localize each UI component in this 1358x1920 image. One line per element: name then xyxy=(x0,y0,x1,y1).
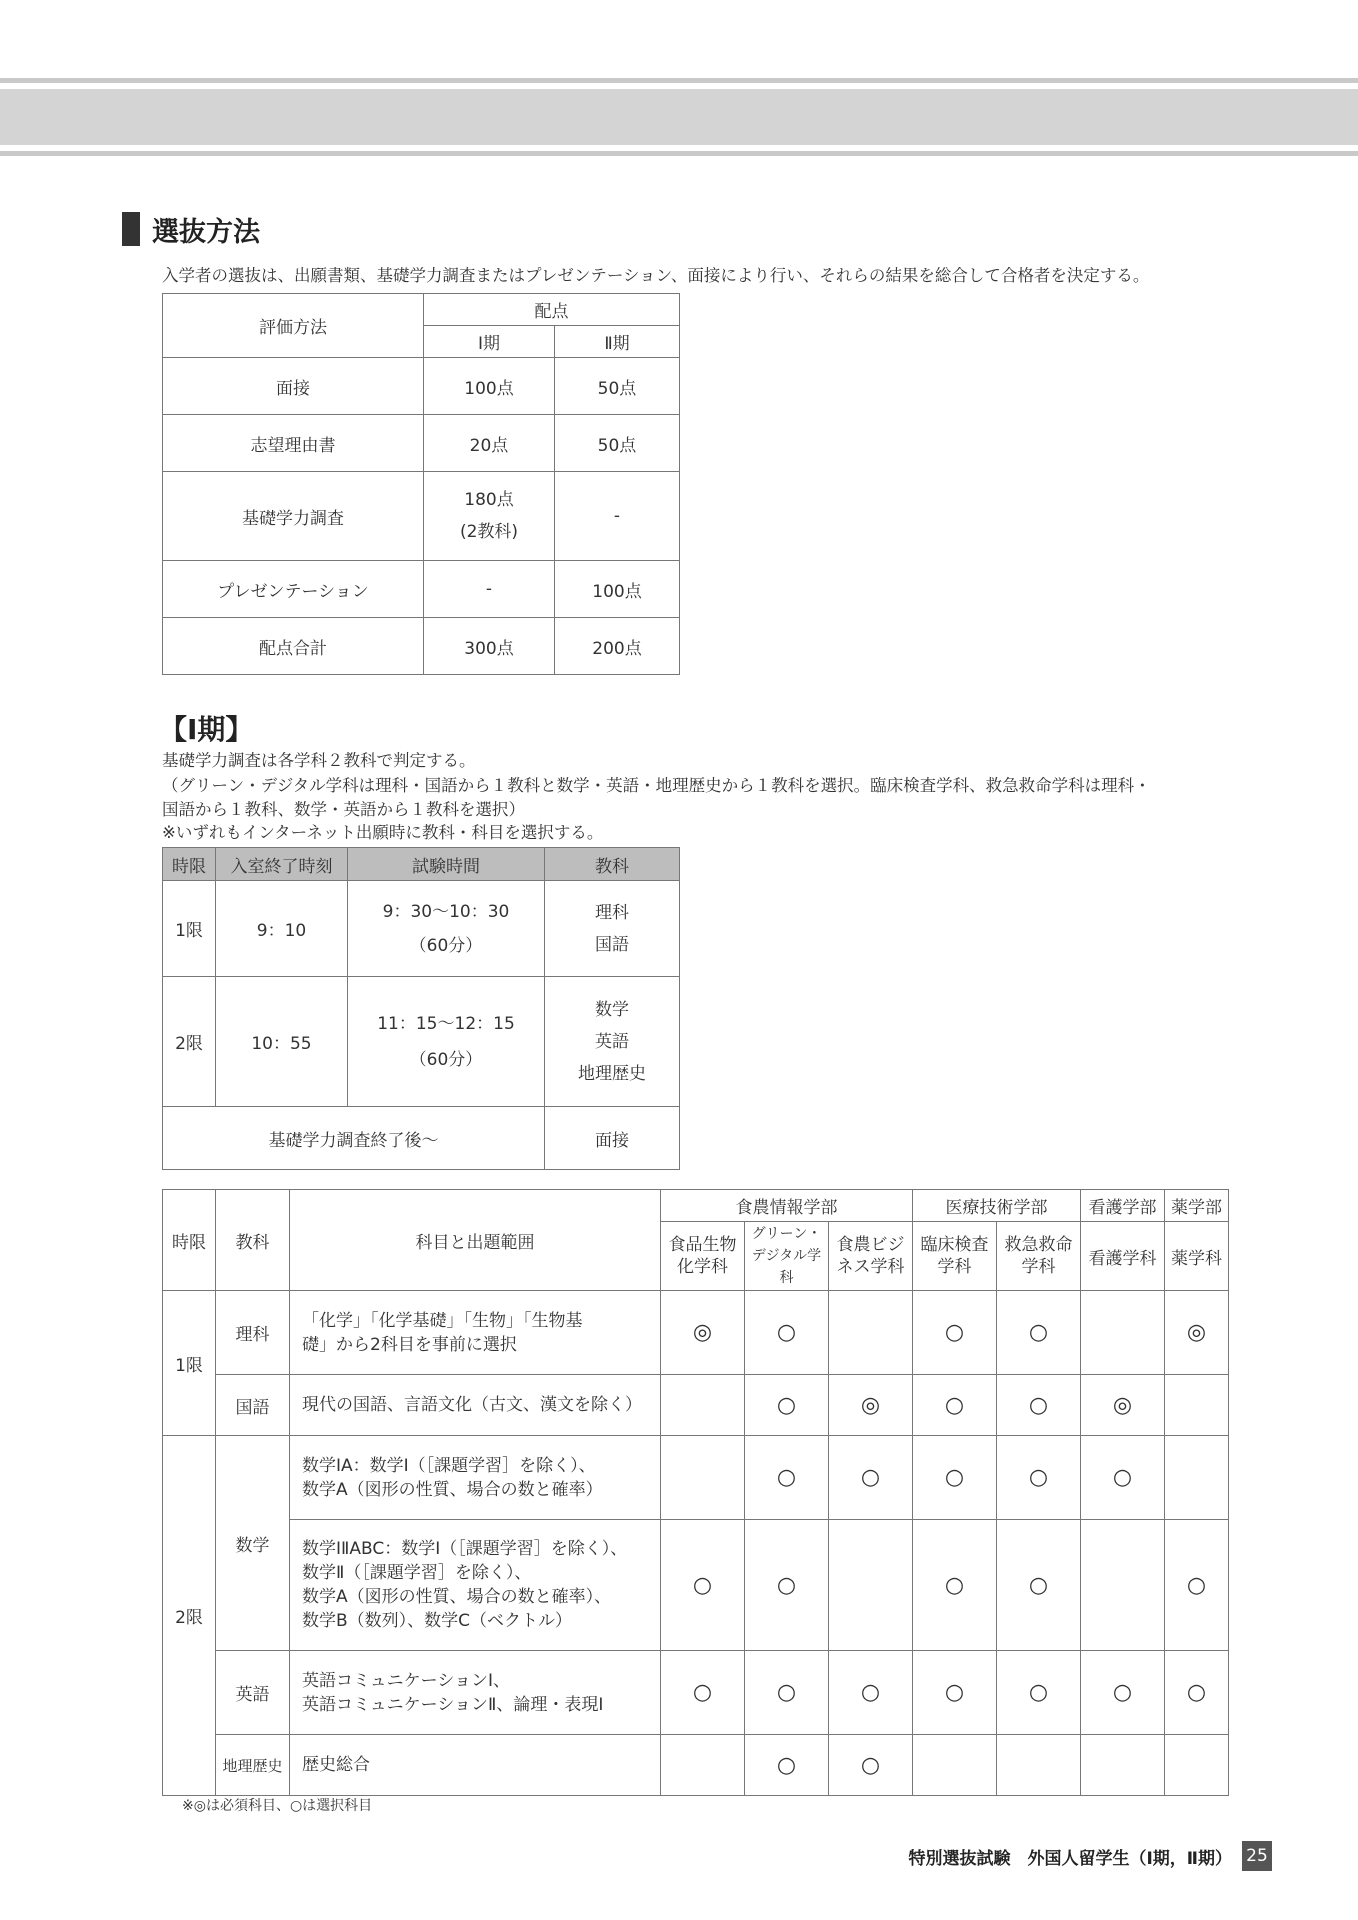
mark-cell: ◎ xyxy=(1081,1375,1165,1436)
period-cell: 2限 xyxy=(163,977,216,1107)
mark-cell: ○ xyxy=(745,1436,829,1520)
interview-subject: 面接 xyxy=(545,1107,680,1170)
schedule-row xyxy=(163,977,680,1107)
rule-line-1: 基礎学力調査は各学科２教科で判定する。 xyxy=(162,751,476,770)
mark-cell: ○ xyxy=(745,1291,829,1375)
col-subject: 教科 xyxy=(216,1190,290,1291)
mark-cell xyxy=(829,1291,913,1375)
points-cell: - xyxy=(555,472,680,561)
scope-line: 数学A（図形の性質、場合の数と確率） xyxy=(302,1479,603,1500)
scope-line: 礎」から2科目を事前に選択 xyxy=(302,1334,517,1355)
department-line: 救急救命 xyxy=(1004,1235,1073,1255)
mark-cell: ○ xyxy=(913,1436,997,1520)
col-scope: 科目と出題範囲 xyxy=(290,1190,661,1291)
scope-cell xyxy=(290,1651,661,1735)
method-cell: 基礎学力調査 xyxy=(163,472,424,561)
mark-cell: ○ xyxy=(997,1651,1081,1735)
subject-cell: 地理歴史 xyxy=(216,1735,290,1796)
page-footer xyxy=(908,1841,1272,1871)
scope-cell xyxy=(290,1291,661,1375)
scope-line: 数学B（数列）、数学C（ベクトル） xyxy=(302,1611,573,1631)
subject-cell xyxy=(545,977,680,1107)
col-period: 時限 xyxy=(163,848,216,881)
scope-cell xyxy=(290,1375,661,1436)
table-row xyxy=(163,1436,1229,1520)
mark-cell xyxy=(661,1436,745,1520)
entry-cell: 9：10 xyxy=(216,881,348,977)
method-cell: 配点合計 xyxy=(163,618,424,675)
mark-cell xyxy=(1081,1735,1165,1796)
table-row xyxy=(163,1291,1229,1375)
subject-cell xyxy=(545,881,680,977)
mark-cell: ◎ xyxy=(661,1291,745,1375)
scope-cell xyxy=(290,1735,661,1796)
mark-cell: ○ xyxy=(997,1291,1081,1375)
mark-cell xyxy=(997,1735,1081,1796)
points-cell xyxy=(424,472,555,561)
mark-cell xyxy=(661,1735,745,1796)
mark-cell: ○ xyxy=(745,1651,829,1735)
scope-line: 歴史総合 xyxy=(302,1755,370,1775)
footer-title: 特別選抜試験 外国人留学生（Ⅰ期，Ⅱ期） xyxy=(908,1848,1232,1869)
mark-cell xyxy=(1165,1436,1229,1520)
scope-line: 数学ⅠⅡABC：数学Ⅰ（［課題学習］を除く）、 xyxy=(302,1539,628,1559)
mark-cell xyxy=(913,1735,997,1796)
points-value: 180点 xyxy=(464,490,514,510)
mark-cell: ○ xyxy=(745,1520,829,1651)
legend-note: ※◎は必須科目、○は選択科目 xyxy=(182,1798,373,1814)
scope-line: 数学A（図形の性質、場合の数と確率）、 xyxy=(302,1587,612,1607)
section-heading xyxy=(122,211,260,247)
table-row xyxy=(163,561,680,618)
table-row xyxy=(163,472,680,561)
col-method: 評価方法 xyxy=(163,294,424,358)
mark-cell: ○ xyxy=(913,1291,997,1375)
scope-line: 数学ⅠA：数学Ⅰ（［課題学習］を除く）、 xyxy=(302,1455,596,1476)
faculty-header: 食農情報学部 xyxy=(661,1190,913,1222)
mark-cell: ○ xyxy=(913,1520,997,1651)
method-cell: プレゼンテーション xyxy=(163,561,424,618)
interview-label: 基礎学力調査終了後〜 xyxy=(163,1107,545,1170)
mark-cell: ○ xyxy=(1081,1436,1165,1520)
mark-cell: ◎ xyxy=(829,1375,913,1436)
subject-item: 国語 xyxy=(595,934,629,955)
table-row xyxy=(163,1651,1229,1735)
mark-cell: ○ xyxy=(829,1436,913,1520)
mark-cell: ○ xyxy=(829,1651,913,1735)
table-row xyxy=(163,415,680,472)
section-title: 選抜方法 xyxy=(152,216,260,248)
department-header xyxy=(661,1222,745,1291)
time-duration: （60分） xyxy=(409,935,483,956)
department-header xyxy=(829,1222,913,1291)
schedule-row xyxy=(163,1107,680,1170)
department-line: 食品生物 xyxy=(668,1235,737,1255)
col-entry: 入室終了時刻 xyxy=(216,848,348,881)
intro-text: 入学者の選抜は、出願書類、基礎学力調査またはプレゼンテーション、面接により行い、それらの結果を総合して合格者を決定する。 xyxy=(162,266,1150,285)
col-period: 時限 xyxy=(163,1190,216,1291)
header-line-bottom xyxy=(0,151,1358,156)
scope-line: 数学Ⅱ（［課題学習］を除く）、 xyxy=(302,1563,532,1583)
subject-cell: 国語 xyxy=(216,1375,290,1436)
scope-line: 英語コミュニケーションⅡ、論理・表現Ⅰ xyxy=(302,1694,604,1715)
points-cell: 100点 xyxy=(555,561,680,618)
mark-cell xyxy=(1165,1735,1229,1796)
period-heading: 【Ⅰ期】 xyxy=(159,713,254,746)
faculty-header: 看護学部 xyxy=(1081,1190,1165,1222)
col-period-2: Ⅱ期 xyxy=(555,326,680,358)
subject-cell: 英語 xyxy=(216,1651,290,1735)
time-cell xyxy=(348,881,545,977)
time-range: 11：15〜12：15 xyxy=(377,1013,515,1034)
mark-cell xyxy=(1165,1375,1229,1436)
time-duration: （60分） xyxy=(409,1049,483,1070)
mark-cell xyxy=(1081,1520,1165,1651)
subject-item: 理科 xyxy=(595,902,629,923)
schedule-table xyxy=(162,847,680,1170)
mark-cell xyxy=(661,1375,745,1436)
department-header xyxy=(997,1222,1081,1291)
time-cell xyxy=(348,977,545,1107)
col-subject: 教科 xyxy=(545,848,680,881)
department-header xyxy=(745,1222,829,1291)
department-line: 看護学科 xyxy=(1088,1248,1157,1269)
points-cell: 300点 xyxy=(424,618,555,675)
faculty-header: 医療技術学部 xyxy=(913,1190,1081,1222)
mark-cell xyxy=(1081,1291,1165,1375)
subject-cell: 理科 xyxy=(216,1291,290,1375)
department-line: 薬学科 xyxy=(1171,1248,1222,1269)
scope-line: 英語コミュニケーションⅠ、 xyxy=(302,1670,510,1691)
method-cell: 志望理由書 xyxy=(163,415,424,472)
time-range: 9：30〜10：30 xyxy=(382,901,510,922)
schedule-row xyxy=(163,881,680,977)
points-cell: 20点 xyxy=(424,415,555,472)
department-header xyxy=(1081,1222,1165,1291)
points-cell: 200点 xyxy=(555,618,680,675)
scope-cell xyxy=(290,1436,661,1520)
department-line: デジタル学科 xyxy=(751,1248,822,1286)
subject-item: 数学 xyxy=(595,999,629,1020)
mark-cell xyxy=(829,1520,913,1651)
points-cell: - xyxy=(424,561,555,618)
mark-cell: ○ xyxy=(745,1375,829,1436)
mark-cell: ○ xyxy=(1081,1651,1165,1735)
subject-item: 地理歴史 xyxy=(578,1063,646,1084)
points-note: (2教科) xyxy=(459,522,519,542)
mark-cell: ○ xyxy=(661,1651,745,1735)
points-cell: 100点 xyxy=(424,358,555,415)
mark-cell: ○ xyxy=(829,1735,913,1796)
points-cell: 50点 xyxy=(555,415,680,472)
department-line: 食農ビジ xyxy=(836,1235,905,1255)
department-line: ネス学科 xyxy=(836,1257,905,1277)
department-line: 学科 xyxy=(937,1257,972,1277)
mark-cell: ○ xyxy=(661,1520,745,1651)
mark-cell: ○ xyxy=(913,1651,997,1735)
department-line: 臨床検査 xyxy=(920,1235,989,1255)
faculty-header: 薬学部 xyxy=(1165,1190,1229,1222)
scope-cell xyxy=(290,1520,661,1651)
table-row xyxy=(163,358,680,415)
rule-line-4: ※いずれもインターネット出願時に教科・科目を選択する。 xyxy=(162,823,604,842)
header-line-top xyxy=(0,78,1358,83)
department-line: 学科 xyxy=(1021,1257,1056,1277)
period-cell: 1限 xyxy=(163,881,216,977)
page-number: 25 xyxy=(1242,1841,1272,1871)
table-row xyxy=(163,618,680,675)
scope-line: 「化学」「化学基礎」「生物」「生物基 xyxy=(302,1310,583,1331)
mark-cell: ○ xyxy=(1165,1520,1229,1651)
subject-item: 英語 xyxy=(595,1031,629,1052)
department-header xyxy=(913,1222,997,1291)
method-cell: 面接 xyxy=(163,358,424,415)
col-points: 配点 xyxy=(424,294,680,326)
department-line: グリーン・ xyxy=(751,1226,822,1242)
mark-cell: ○ xyxy=(997,1436,1081,1520)
department-header xyxy=(1165,1222,1229,1291)
header-band xyxy=(0,89,1358,145)
period-cell: 1限 xyxy=(163,1291,216,1436)
mark-cell: ◎ xyxy=(1165,1291,1229,1375)
points-cell: 50点 xyxy=(555,358,680,415)
col-time: 試験時間 xyxy=(348,848,545,881)
mark-cell: ○ xyxy=(1165,1651,1229,1735)
table-row xyxy=(163,1375,1229,1436)
entry-cell: 10：55 xyxy=(216,977,348,1107)
mark-cell: ○ xyxy=(997,1375,1081,1436)
mark-cell: ○ xyxy=(997,1520,1081,1651)
table-row xyxy=(163,1735,1229,1796)
rule-line-2: （グリーン・デジタル学科は理科・国語から１教科と数学・英語・地理歴史から１教科を選択。臨床検査学科、救急救命学科は理科・ xyxy=(162,776,1151,795)
mark-cell: ○ xyxy=(745,1735,829,1796)
rule-line-3: 国語から１教科、数学・英語から１教科を選択） xyxy=(162,800,525,819)
col-period-1: Ⅰ期 xyxy=(424,326,555,358)
scope-line: 現代の国語、言語文化（古文、漢文を除く） xyxy=(302,1395,642,1415)
table-row xyxy=(163,1520,1229,1651)
department-line: 化学科 xyxy=(677,1257,728,1277)
subject-cell: 数学 xyxy=(216,1436,290,1651)
period-cell: 2限 xyxy=(163,1436,216,1796)
subject-table xyxy=(162,1189,1229,1796)
mark-cell: ○ xyxy=(913,1375,997,1436)
heading-marker xyxy=(122,212,140,246)
points-table xyxy=(162,293,680,675)
